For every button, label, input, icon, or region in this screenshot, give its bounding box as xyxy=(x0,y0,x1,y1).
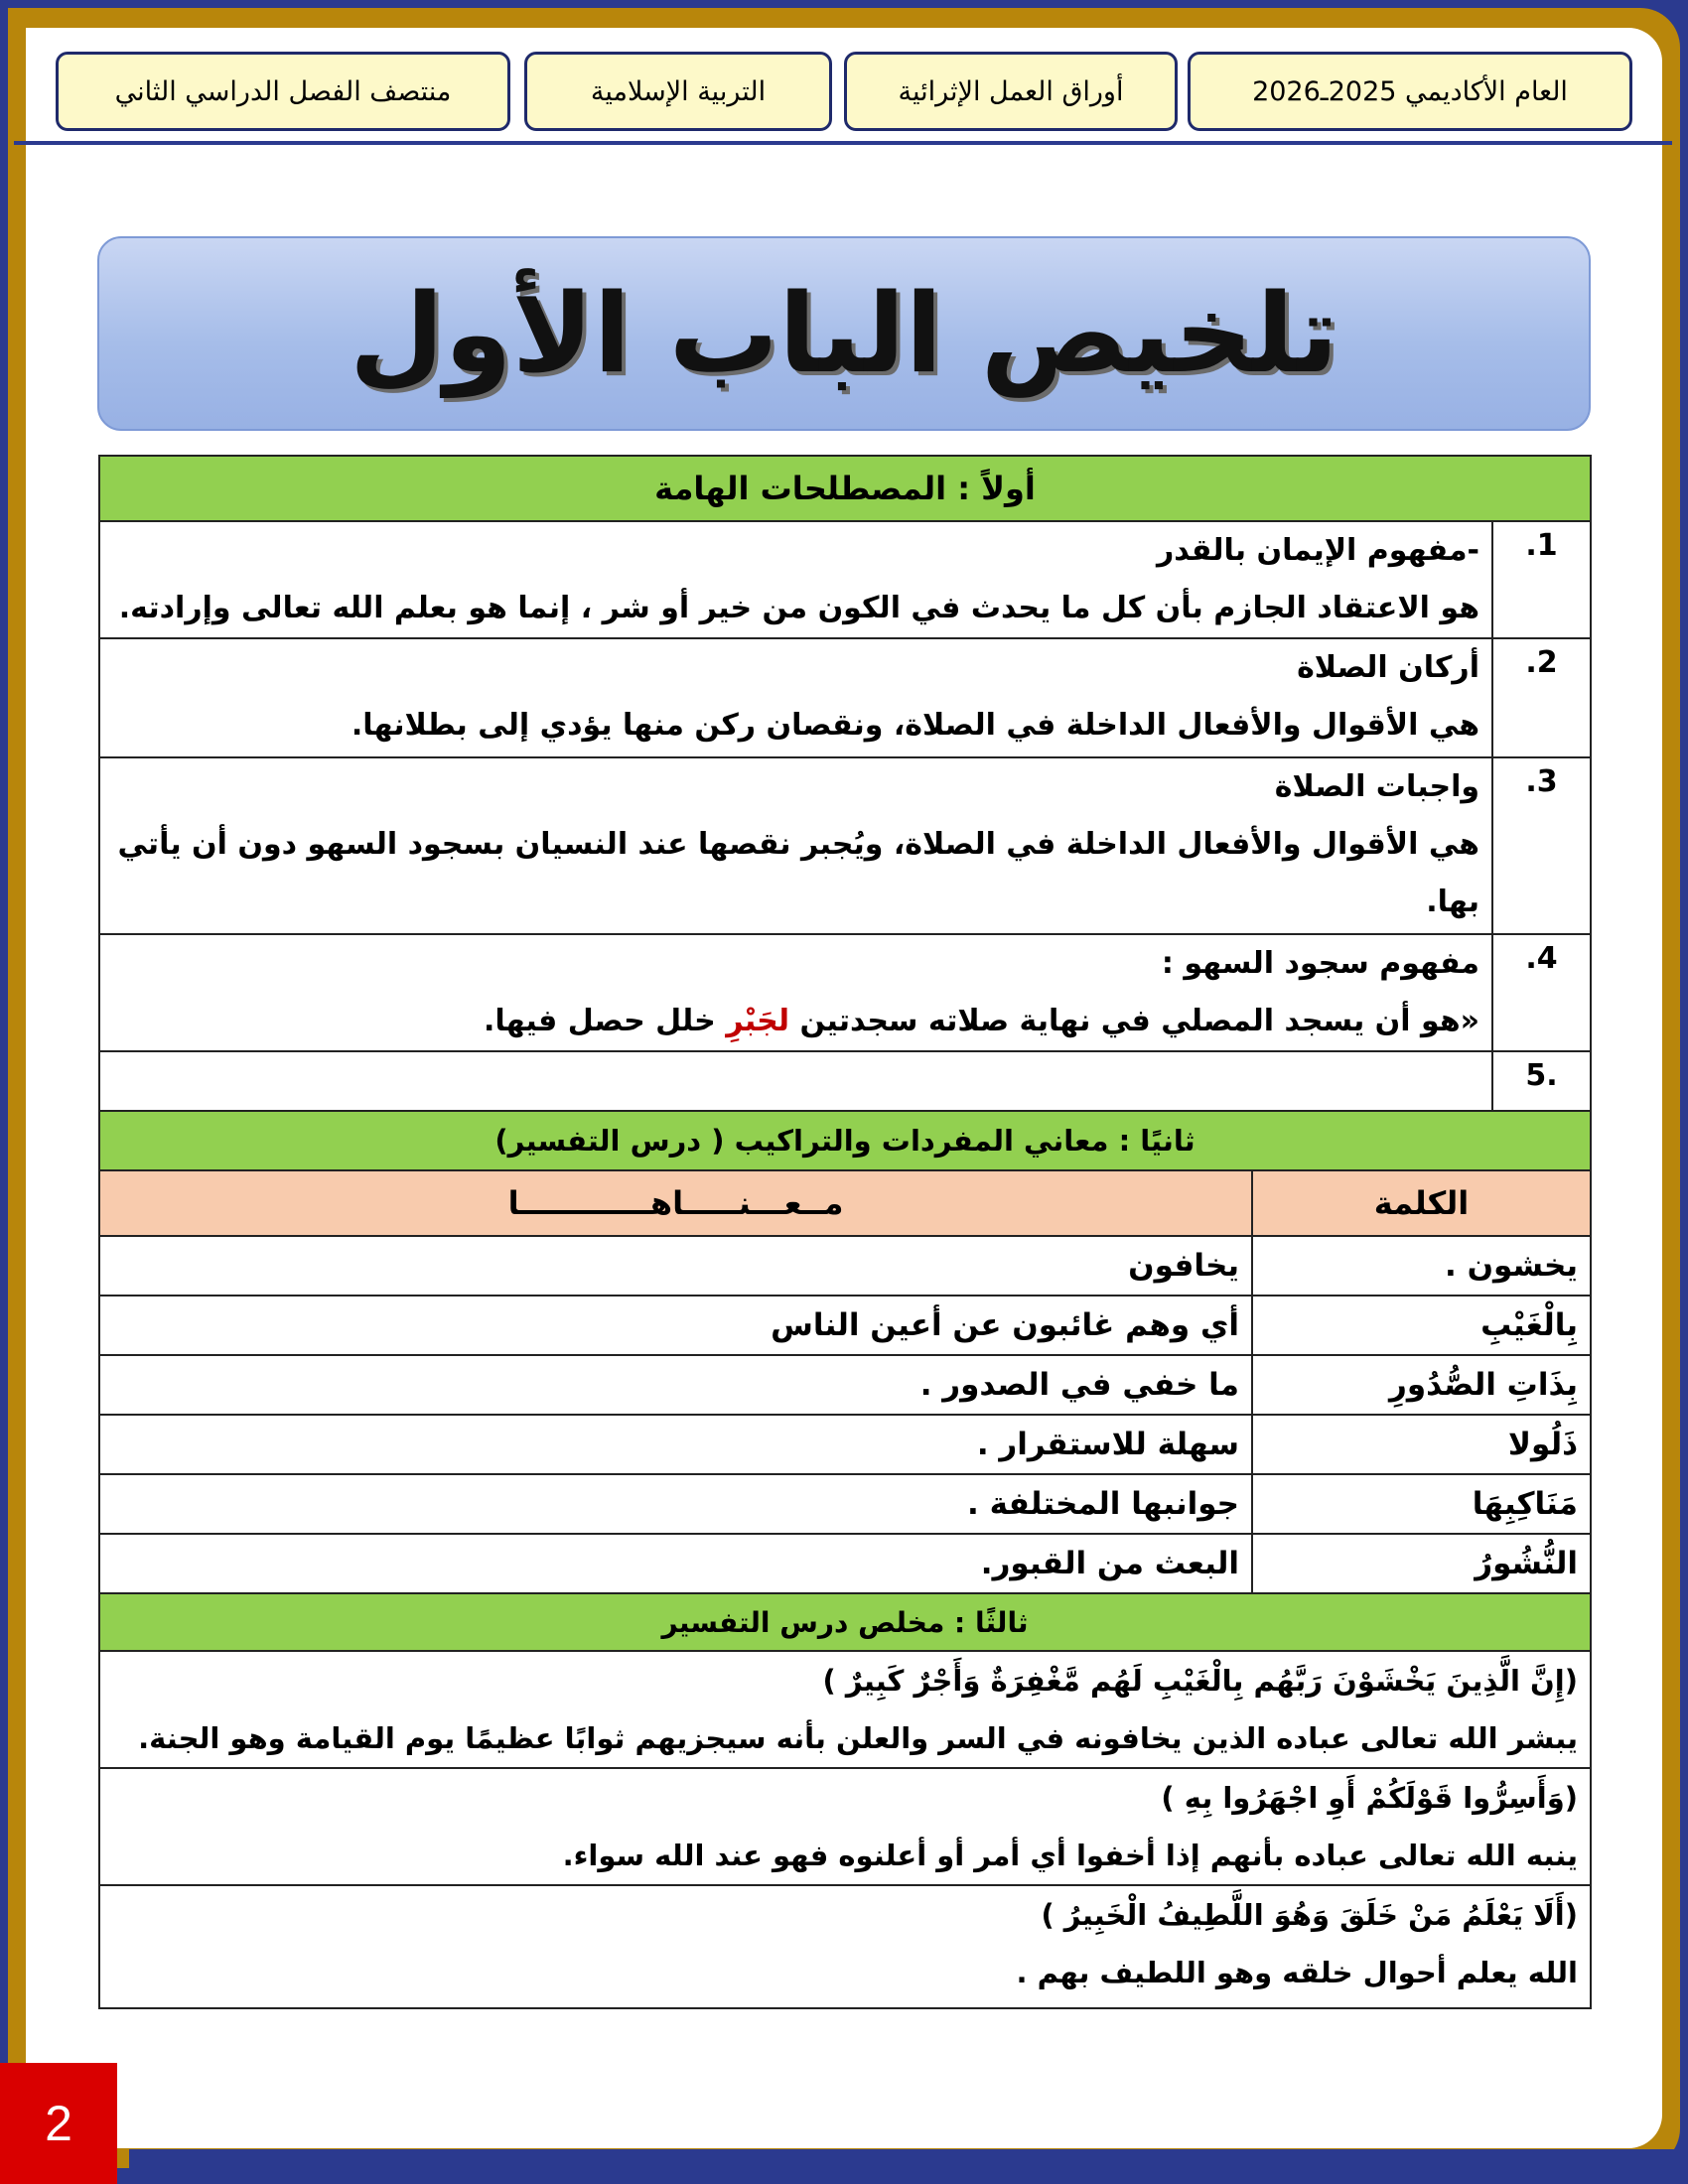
term-title: واجبات الصلاة xyxy=(1274,769,1479,804)
vocab-word: بِالْغَيْبِ xyxy=(1252,1296,1591,1355)
vocab-row xyxy=(99,1534,1591,1593)
term-row xyxy=(99,521,1591,638)
term-number: 3. xyxy=(1492,757,1591,934)
bottom-band xyxy=(129,2149,1680,2179)
page-number: 2 xyxy=(45,2096,72,2151)
column-header-meaning: مــعـــنـــــاهــــــــــــا xyxy=(99,1170,1252,1236)
section1-heading: أولاً : المصطلحات الهامة xyxy=(99,456,1591,521)
term-number: 2. xyxy=(1492,638,1591,757)
vocab-word: النُّشُورُ xyxy=(1252,1534,1591,1593)
header-divider xyxy=(14,141,1672,145)
vocab-word: بِذَاتِ الصُّدُورِ xyxy=(1252,1355,1591,1415)
term-number: .5 xyxy=(1492,1051,1591,1111)
term-definition: هي الأقوال والأفعال الداخلة في الصلاة، ونقصان ركن منها يؤدي إلى بطلانها. xyxy=(351,708,1479,743)
summary-row xyxy=(99,1768,1591,1885)
title-banner xyxy=(97,236,1591,431)
academic-year-text: العام الأكاديمي 2025ـ2026 xyxy=(1252,75,1568,107)
definition-part: خلل حصل فيها. xyxy=(483,1004,727,1038)
term-row xyxy=(99,934,1591,1051)
worksheets-text: أوراق العمل الإثرائية xyxy=(898,75,1124,107)
definition-part: «هو أن يسجد المصلي في نهاية صلاته سجدتين xyxy=(789,1004,1479,1038)
summary-cell xyxy=(99,1885,1591,2008)
summary-table xyxy=(98,455,1592,2009)
section2-heading: ثانيًا : معاني المفردات والتراكيب ( درس التفسير) xyxy=(99,1111,1591,1170)
term-row xyxy=(99,1051,1591,1111)
vocab-meaning: جوانبها المختلفة . xyxy=(99,1474,1252,1534)
term-cell xyxy=(99,757,1492,934)
term-definition xyxy=(112,993,1479,1050)
term-row xyxy=(99,757,1591,934)
subject-text: التربية الإسلامية xyxy=(590,75,767,107)
term-row xyxy=(99,638,1591,757)
section3-heading: ثالثًا : مخلص درس التفسير xyxy=(99,1593,1591,1651)
page-number-box xyxy=(0,2063,117,2184)
vocab-meaning: يخافون xyxy=(99,1236,1252,1296)
summary-cell xyxy=(99,1651,1591,1768)
vocab-word: مَنَاكِبِهَا xyxy=(1252,1474,1591,1534)
verse-text: (أَلَا يَعْلَمُ مَنْ خَلَقَ وَهُوَ اللَّطِيفُ الْخَبِيرُ ) xyxy=(1041,1898,1578,1932)
verse-text: (إِنَّ الَّذِينَ يَخْشَوْنَ رَبَّهُم بِالْغَيْبِ لَهُم مَّغْفِرَةٌ وَأَجْرٌ كَبِيرٌ ) xyxy=(822,1664,1578,1698)
term-text: منتصف الفصل الدراسي الثاني xyxy=(114,75,452,107)
vocab-row xyxy=(99,1415,1591,1474)
vocab-row xyxy=(99,1296,1591,1355)
vocab-meaning: سهلة للاستقرار . xyxy=(99,1415,1252,1474)
header-term xyxy=(56,52,510,131)
summary-cell xyxy=(99,1768,1591,1885)
term-title: -مفهوم الإيمان بالقدر xyxy=(1157,533,1479,568)
vocab-row xyxy=(99,1474,1591,1534)
term-cell xyxy=(99,521,1492,638)
summary-row xyxy=(99,1651,1591,1768)
verse-explanation: الله يعلم أحوال خلقه وهو اللطيف بهم . xyxy=(1016,1956,1578,1989)
vocab-word: يخشون . xyxy=(1252,1236,1591,1296)
term-definition: هي الأقوال والأفعال الداخلة في الصلاة، ويُجبر نقصها عند النسيان بسجود السهو دون أن يأتي بها. xyxy=(117,827,1479,919)
header-academic-year xyxy=(1188,52,1632,131)
page-title: تلخيص الباب الأول xyxy=(349,270,1339,397)
term-cell xyxy=(99,638,1492,757)
vocab-meaning: أي وهم غائبون عن أعين الناس xyxy=(99,1296,1252,1355)
definition-highlight: لجَبْرِ xyxy=(726,1004,790,1038)
term-number: 1. xyxy=(1492,521,1591,638)
summary-row xyxy=(99,1885,1591,2008)
verse-explanation: ينبه الله تعالى عباده بأنهم إذا أخفوا أي أمر أو أعلنوه فهو عند الله سواء. xyxy=(562,1839,1578,1872)
term-cell xyxy=(99,934,1492,1051)
verse-explanation: يبشر الله تعالى عباده الذين يخافونه في السر والعلن بأنه سيجزيهم ثوابًا عظيمًا يوم القيامة وهو الجنة. xyxy=(138,1721,1578,1755)
term-number: 4. xyxy=(1492,934,1591,1051)
verse-text: (وَأَسِرُّوا قَوْلَكُمْ أَوِ اجْهَرُوا بِهِ ) xyxy=(1161,1781,1578,1815)
vocab-word: ذَلُولا xyxy=(1252,1415,1591,1474)
column-header-word: الكلمة xyxy=(1252,1170,1591,1236)
header-worksheets xyxy=(844,52,1178,131)
term-cell-empty xyxy=(99,1051,1492,1111)
vocab-meaning: ما خفي في الصدور . xyxy=(99,1355,1252,1415)
term-title: أركان الصلاة xyxy=(1297,650,1479,685)
term-title: مفهوم سجود السهو : xyxy=(1161,946,1479,981)
vocab-meaning: البعث من القبور. xyxy=(99,1534,1252,1593)
vocab-row xyxy=(99,1236,1591,1296)
term-definition: هو الاعتقاد الجازم بأن كل ما يحدث في الكون من خير أو شر ، إنما هو بعلم الله تعالى وإرادته. xyxy=(118,591,1479,625)
header-subject xyxy=(524,52,832,131)
vocab-row xyxy=(99,1355,1591,1415)
